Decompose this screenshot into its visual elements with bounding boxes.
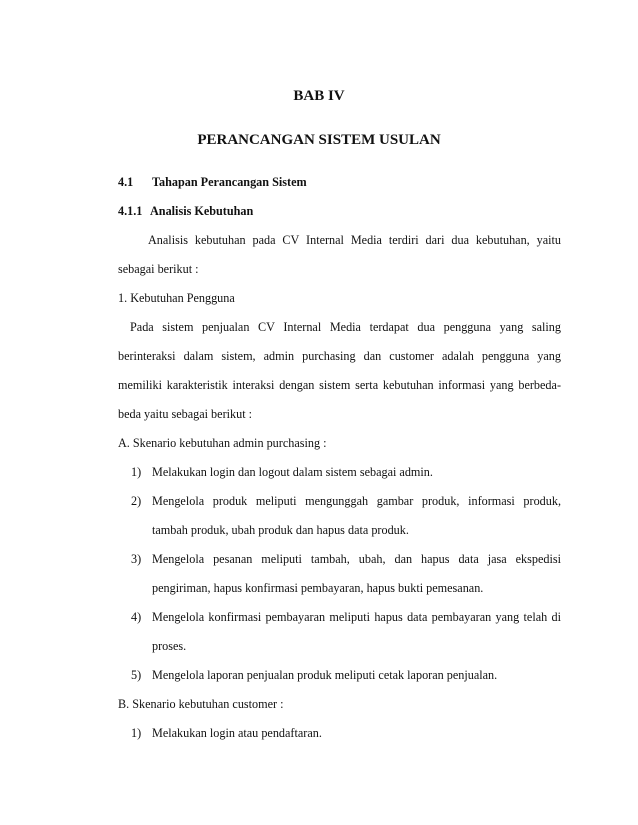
list-item-number: 1)	[131, 465, 142, 479]
intro-line-1: Analisis kebutuhan pada CV Internal Media terdiri dari dua kebutuhan, yaitu	[148, 233, 561, 247]
paragraph-line-2: berinteraksi dalam sistem, admin purchasing dan customer adalah pengguna yang	[118, 349, 561, 363]
list-item-text: proses.	[152, 639, 187, 653]
intro-line-2: sebagai berikut :	[118, 262, 199, 276]
list-item-text: pengiriman, hapus konfirmasi pembayaran, hapus bukti pemesanan.	[152, 581, 484, 595]
list-item-number: 4)	[131, 610, 142, 624]
list-item-text: tambah produk, ubah produk dan hapus data produk.	[152, 523, 409, 537]
list-item-text: Melakukan login dan logout dalam sistem sebagai admin.	[152, 465, 433, 479]
subsection-number: 4.1.1	[118, 204, 143, 218]
chapter-title: PERANCANGAN SISTEM USULAN	[197, 132, 441, 148]
list-item-text: Mengelola produk meliputi mengunggah gambar produk, informasi produk,	[152, 494, 561, 508]
section-title: Tahapan Perancangan Sistem	[152, 175, 307, 189]
point-kebutuhan-pengguna: 1. Kebutuhan Pengguna	[118, 291, 235, 305]
list-item-text: Mengelola pesanan meliputi tambah, ubah, dan hapus data jasa ekspedisi	[152, 552, 561, 566]
list-item-number: 1)	[131, 726, 142, 740]
list-item-text: Mengelola konfirmasi pembayaran meliputi hapus data pembayaran yang telah di	[152, 610, 561, 624]
scenario-b-title: B. Skenario kebutuhan customer :	[118, 697, 284, 711]
list-item-number: 3)	[131, 552, 142, 566]
section-number: 4.1	[118, 175, 134, 189]
scenario-a-title: A. Skenario kebutuhan admin purchasing :	[118, 436, 327, 450]
list-item-text: Melakukan login atau pendaftaran.	[152, 726, 322, 740]
list-item-number: 5)	[131, 668, 142, 682]
paragraph-line-4: beda yaitu sebagai berikut :	[118, 407, 253, 421]
chapter-heading: BAB IV	[293, 88, 345, 104]
paragraph-line-3: memiliki karakteristik interaksi dengan sistem serta kebutuhan informasi yang berbeda-	[118, 378, 561, 392]
list-item-number: 2)	[131, 494, 142, 508]
list-item-text: Mengelola laporan penjualan produk meliputi cetak laporan penjualan.	[152, 668, 498, 682]
subsection-title: Analisis Kebutuhan	[150, 204, 254, 218]
paragraph-line-1: Pada sistem penjualan CV Internal Media terdapat dua pengguna yang saling	[130, 320, 561, 334]
